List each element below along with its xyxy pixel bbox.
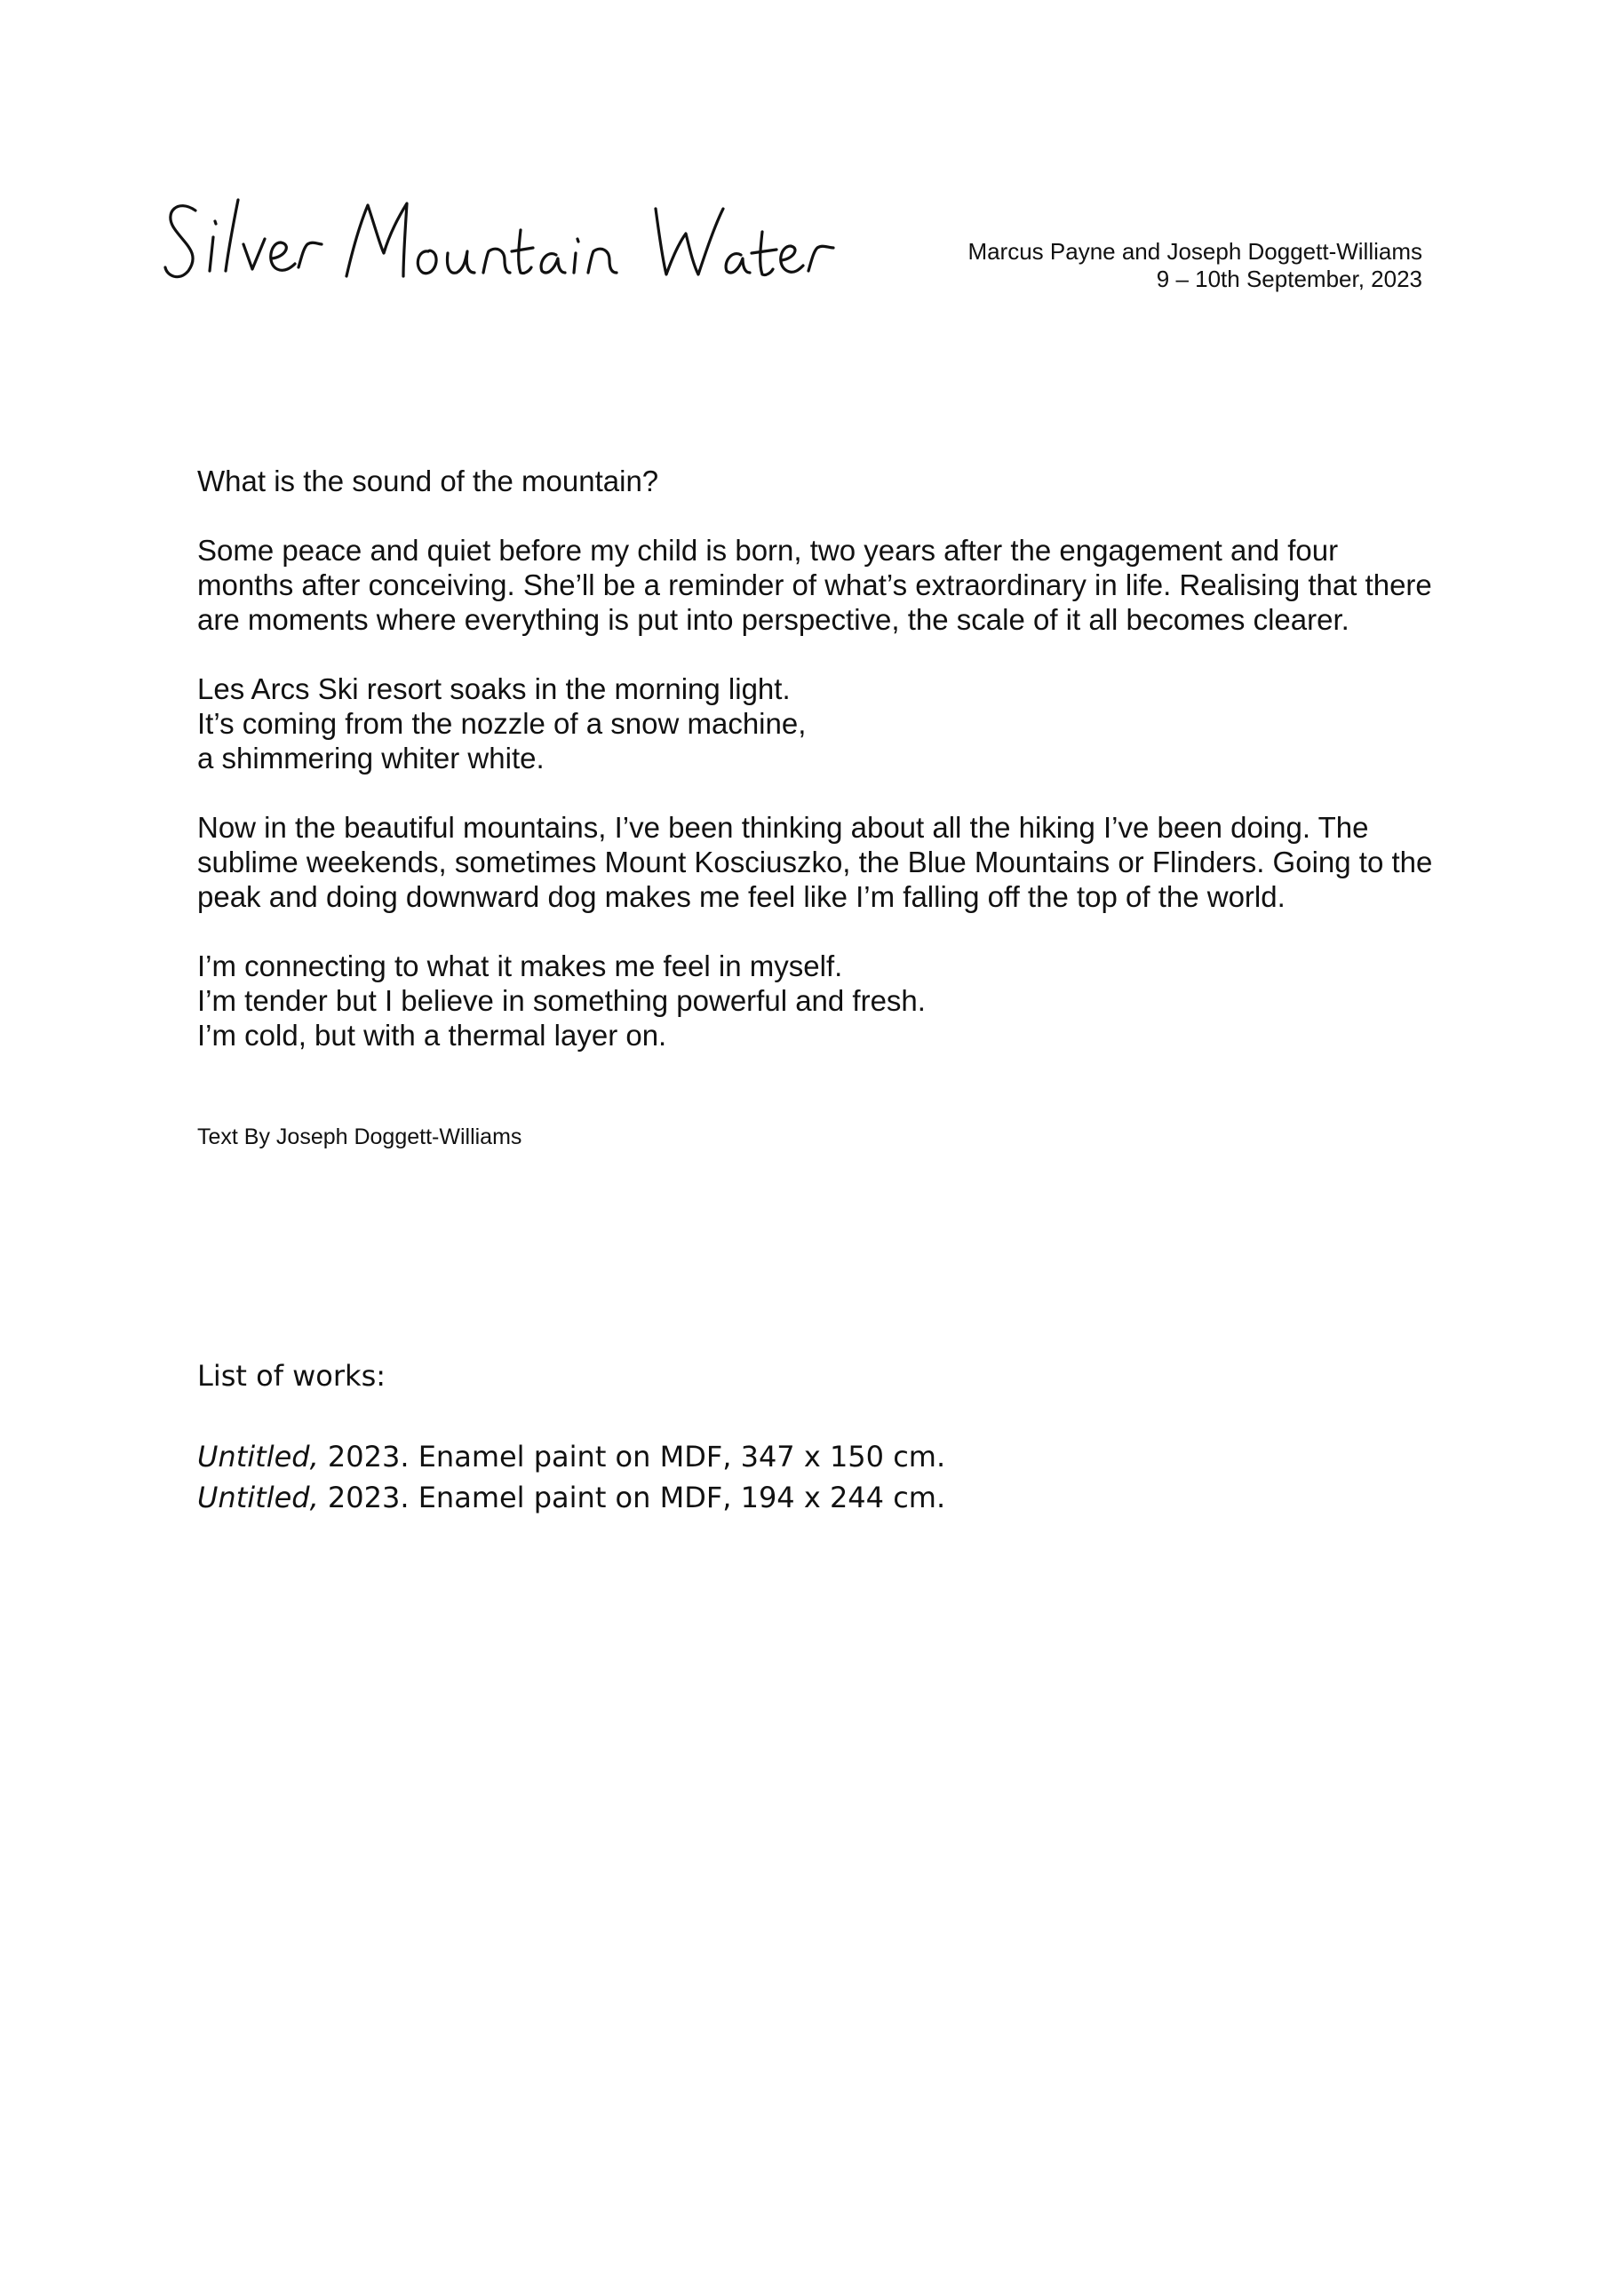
work-title: Untitled,	[197, 1481, 319, 1514]
paragraph-2: Now in the beautiful mountains, I’ve been thinking about all the hiking I’ve been doing. The sublime weekends, sometimes Mount Kosciuszko, the Blue Mountains or Flinders. Going to the peak and doing downward dog makes me feel like I’m falling off the top of the world.	[197, 811, 1433, 913]
work-details: 2023. Enamel paint on MDF, 194 x 244 cm.	[318, 1481, 946, 1514]
opening-question: What is the sound of the mountain?	[197, 465, 659, 497]
handwritten-title-logo	[162, 182, 837, 315]
work-title: Untitled,	[197, 1440, 319, 1474]
text-credit: Text By Joseph Doggett-Williams	[197, 1124, 522, 1149]
dates-line: 9 – 10th September, 2023	[1156, 266, 1422, 292]
paragraph-1: Some peace and quiet before my child is born, two years after the engagement and four months after conceiving. She’ll be a reminder of what’s extraordinary in life. Realising that there are moments where everything is put into perspective, the scale of it all becomes clearer.	[197, 534, 1432, 636]
artists-line: Marcus Payne and Joseph Doggett-Williams	[967, 238, 1422, 265]
work-item	[197, 1436, 945, 1477]
works-heading: List of works:	[197, 1359, 386, 1393]
stanza-1-line: It’s coming from the nozzle of a snow machine,	[197, 707, 807, 740]
stanza-2-line: I’m connecting to what it makes me feel in myself.	[197, 949, 843, 982]
work-details: 2023. Enamel paint on MDF, 347 x 150 cm.	[318, 1440, 946, 1474]
body-text	[197, 464, 1441, 1087]
stanza-2	[197, 949, 1441, 1053]
stanza-2-line: I’m cold, but with a thermal layer on.	[197, 1019, 667, 1052]
stanza-2-line: I’m tender but I believe in something powerful and fresh.	[197, 984, 926, 1017]
work-item	[197, 1477, 945, 1518]
stanza-1-line: a shimmering whiter white.	[197, 742, 545, 775]
works-list	[197, 1355, 945, 1518]
stanza-1-line: Les Arcs Ski resort soaks in the morning light.	[197, 672, 791, 705]
exhibition-meta	[967, 238, 1422, 293]
stanza-1	[197, 671, 1441, 775]
